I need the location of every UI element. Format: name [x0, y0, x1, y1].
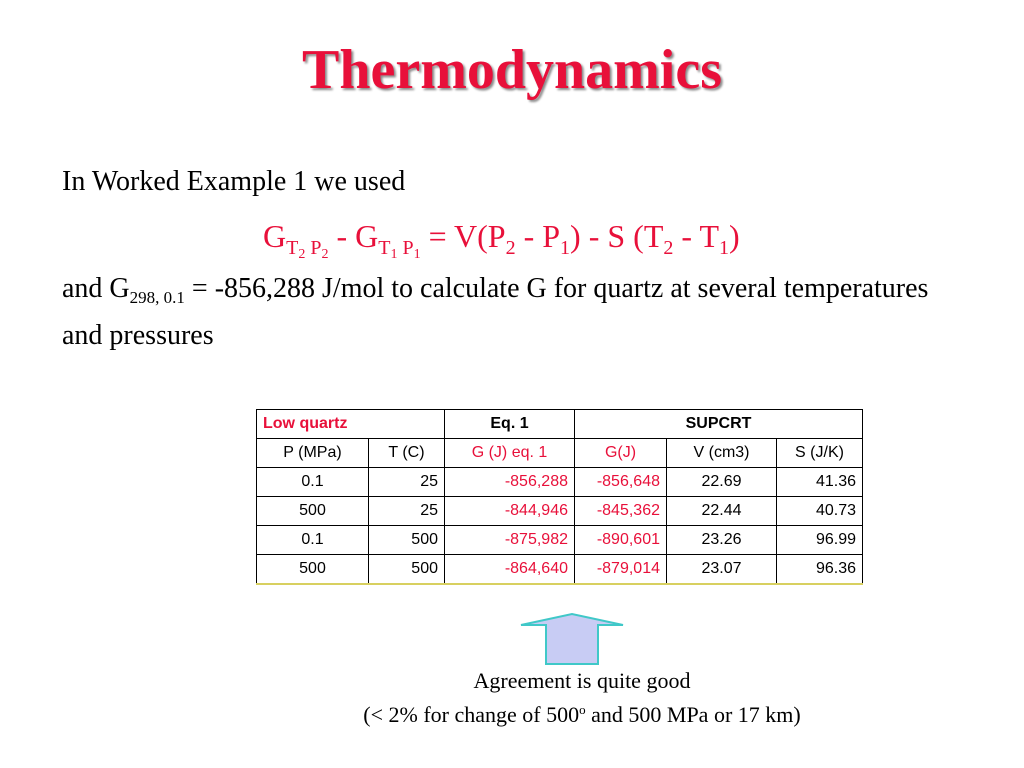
up-arrow-shape [521, 614, 623, 664]
table-column-header-row [257, 439, 863, 468]
description-paragraph: and $G_{298, 0.1} = -856,288$ J/mol to calculate G for quartz at several temperatures and pressures [62, 273, 929, 351]
group-header-supcrt: SUPCRT [575, 410, 863, 439]
eq-minus-g: - G [328, 218, 379, 254]
up-arrow-icon [518, 612, 626, 666]
table-row: 500 500 -864,640 -879,014 23.07 96.36 [257, 555, 863, 584]
col-header-entropy: S (J/K) [777, 439, 863, 468]
table-group-header-row [257, 410, 863, 439]
agreement-line-2: (< 2% for change of 500$^o$ and 500 MPa or 17 km) [363, 702, 801, 727]
group-header-low-quartz: Low quartz [257, 410, 445, 439]
col-header-g-eq1: G (J) eq. 1 [445, 439, 575, 468]
table-row: 500 25 -844,946 -845,362 22.44 40.73 [257, 497, 863, 526]
group-header-eq1: Eq. 1 [445, 410, 575, 439]
table-row: 0.1 500 -875,982 -890,601 23.26 96.99 [257, 526, 863, 555]
slide-title: Thermodynamics [302, 39, 722, 101]
table-row: 0.1 25 -856,288 -856,648 22.69 41.36 [257, 468, 863, 497]
col-header-pressure: P (MPa) [257, 439, 369, 468]
intro-text: In Worked Example 1 we used [62, 166, 406, 197]
col-header-temperature: T (C) [369, 439, 445, 468]
eq-g1: G [263, 218, 287, 254]
agreement-line-1: Agreement is quite good [473, 668, 691, 693]
gibbs-equation: $G_{T_2 P_2} - G_{T_1 P_1} = V(P_2 - P_1) - S$ $(T_2 - T_1)$ [263, 218, 740, 262]
col-header-volume: V (cm3) [667, 439, 777, 468]
agreement-note [262, 666, 902, 729]
col-header-g-supcrt: G(J) [575, 439, 667, 468]
quartz-data-table [256, 409, 863, 585]
